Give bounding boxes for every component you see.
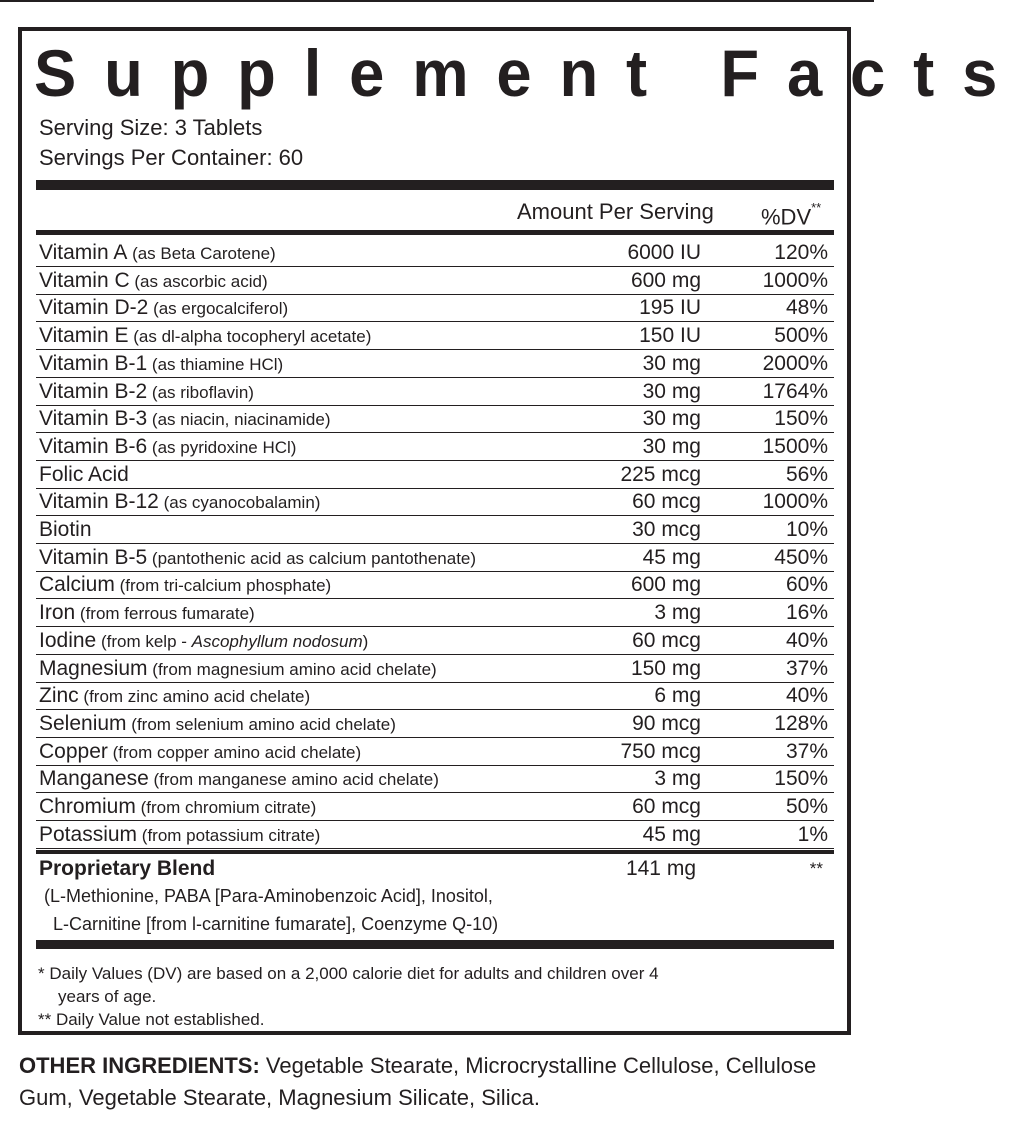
nutrient-dv: 2000% — [762, 351, 828, 375]
nutrient-source — [127, 244, 275, 263]
nutrient-source — [147, 383, 254, 402]
dv-header-mark: ** — [811, 200, 822, 215]
nutrient-source — [147, 438, 296, 457]
nutrient-amount: 45 mg — [642, 822, 701, 846]
nutrient-row — [36, 710, 834, 738]
nutrient-name-cell — [39, 600, 255, 626]
nutrient-amount: 60 mcg — [632, 628, 701, 652]
nutrient-row — [36, 461, 834, 489]
nutrient-source — [108, 743, 361, 762]
nutrient-amount: 225 mcg — [620, 462, 701, 486]
nutrient-amount: 90 mcg — [632, 711, 701, 735]
nutrient-source-text: (from chromium citrate) — [140, 798, 317, 817]
nutrient-source-species: Ascophyllum nodosum — [191, 631, 363, 651]
nutrient-row — [36, 738, 834, 766]
top-rule — [0, 0, 874, 2]
nutrient-dv: 1764% — [762, 379, 828, 403]
nutrient-name: Manganese — [39, 767, 149, 791]
nutrient-dv: 128% — [774, 711, 828, 735]
nutrient-name-cell — [39, 379, 254, 405]
nutrient-name-cell — [39, 683, 310, 709]
nutrient-name: Selenium — [39, 711, 127, 735]
nutrient-source-text: (from ferrous fumarate) — [79, 604, 255, 624]
nutrient-name-cell — [39, 711, 396, 737]
footnote-dv: * Daily Values (DV) are based on a 2,000 calorie diet for adults and children over 4 — [38, 964, 659, 983]
nutrient-dv: 450% — [774, 545, 828, 569]
nutrient-row — [36, 294, 834, 322]
nutrient-row — [36, 405, 834, 433]
blend-ingredients-line-1: (L-Methionine, PABA [Para-Aminobenzoic Acid], Inositol, — [44, 886, 493, 906]
nutrient-row — [36, 433, 834, 461]
nutrient-row — [36, 599, 834, 627]
nutrient-source-text: (from kelp - — [100, 631, 192, 651]
nutrient-dv: 40% — [785, 684, 828, 708]
nutrient-name: Copper — [39, 739, 108, 763]
nutrient-name-cell — [39, 434, 296, 460]
nutrient-dv: 1500% — [762, 434, 828, 458]
blend-amount: 141 mg — [625, 857, 696, 880]
header-rule — [36, 230, 834, 235]
nutrient-source — [129, 327, 372, 346]
nutrient-name-cell — [39, 517, 92, 542]
nutrient-name-cell — [39, 406, 331, 432]
nutrient-name-cell — [39, 628, 368, 654]
nutrient-source-text: (as cyanocobalamin) — [163, 493, 321, 513]
nutrient-name-cell — [39, 323, 371, 349]
nutrient-source-text: (as Beta Carotene) — [132, 244, 276, 263]
nutrient-row — [36, 793, 834, 821]
nutrient-amount: 60 mcg — [632, 490, 701, 514]
nutrient-source-text: (from manganese amino acid chelate) — [153, 770, 439, 790]
nutrient-name: Biotin — [39, 518, 92, 541]
nutrient-name-cell — [39, 351, 283, 377]
top-thick-rule — [36, 180, 834, 190]
nutrient-source — [147, 410, 330, 429]
nutrient-source — [147, 355, 283, 374]
nutrient-row — [36, 627, 834, 655]
nutrient-name-cell — [39, 739, 361, 765]
nutrient-dv: 37% — [785, 656, 828, 680]
nutrient-name-cell — [39, 656, 437, 682]
nutrient-name-cell — [39, 240, 276, 266]
nutrient-source — [148, 299, 288, 318]
nutrient-amount: 600 mg — [630, 268, 701, 292]
footnote-dv-cont: years of age. — [58, 987, 157, 1006]
nutrient-source-text: (as pyridoxine HCl) — [151, 437, 297, 457]
nutrient-name: Folic Acid — [39, 462, 129, 486]
nutrient-source-text: (from tri-calcium phosphate) — [119, 576, 332, 596]
nutrient-row — [36, 821, 834, 849]
nutrient-dv: 1% — [797, 822, 828, 846]
nutrient-dv: 500% — [774, 324, 828, 348]
nutrient-source — [79, 687, 311, 706]
nutrient-name-cell — [39, 766, 439, 792]
nutrient-amount: 600 mg — [630, 573, 701, 597]
footnote-not-established: ** Daily Value not established. — [38, 1010, 265, 1029]
nutrient-row — [36, 239, 834, 267]
bottom-thick-rule — [36, 940, 834, 949]
other-ingredients-label: OTHER INGREDIENTS: — [19, 1053, 260, 1078]
nutrient-dv: 48% — [785, 296, 828, 320]
nutrient-row — [36, 516, 834, 544]
nutrient-source — [137, 826, 320, 845]
nutrient-source — [149, 770, 439, 789]
nutrient-amount: 3 mg — [654, 601, 701, 625]
nutrient-dv: 1000% — [762, 490, 828, 514]
nutrient-source — [127, 715, 396, 734]
nutrient-name: Iodine — [39, 628, 97, 652]
nutrient-name: Vitamin B-3 — [39, 407, 148, 431]
nutrient-row — [36, 544, 834, 572]
nutrient-dv: 37% — [785, 739, 828, 763]
nutrient-dv: 56% — [785, 462, 828, 486]
nutrient-row — [36, 765, 834, 793]
nutrient-source-text: (as dl-alpha tocopheryl acetate) — [133, 327, 372, 347]
nutrient-dv: 60% — [785, 573, 828, 597]
nutrient-amount: 60 mcg — [632, 795, 701, 818]
nutrient-source-text: (as ergocalciferol) — [153, 299, 289, 319]
nutrient-amount: 6 mg — [654, 684, 701, 708]
nutrient-amount: 30 mcg — [632, 518, 701, 541]
nutrient-name: Vitamin B-12 — [39, 490, 159, 514]
nutrient-source — [130, 272, 268, 291]
nutrient-source-text: (from copper amino acid chelate) — [112, 742, 362, 762]
blend-name: Proprietary Blend — [39, 857, 216, 880]
nutrient-name: Chromium — [39, 795, 136, 818]
nutrient-amount: 45 mg — [642, 545, 701, 569]
nutrient-name-cell — [39, 268, 268, 294]
nutrient-dv: 150% — [774, 767, 828, 791]
nutrient-dv: 150% — [774, 407, 828, 431]
nutrient-name-cell — [39, 295, 288, 321]
nutrient-source-tail: ) — [362, 631, 369, 651]
nutrient-row — [36, 655, 834, 683]
nutrient-amount: 150 IU — [639, 324, 701, 348]
nutrient-source-text: (from zinc amino acid chelate) — [83, 687, 311, 707]
nutrient-amount: 195 IU — [639, 296, 701, 320]
nutrient-name: Vitamin C — [39, 268, 130, 292]
nutrient-name-cell — [39, 489, 320, 515]
nutrient-source-text: (from potassium citrate) — [141, 825, 321, 845]
dv-header — [761, 199, 821, 230]
supplement-facts-panel — [18, 27, 1025, 1035]
nutrient-amount: 30 mg — [642, 407, 701, 431]
nutrient-dv: 16% — [785, 601, 828, 625]
nutrient-source-text: (from magnesium amino acid chelate) — [152, 659, 437, 679]
nutrient-dv: 50% — [785, 795, 828, 818]
nutrient-source-text: (pantothenic acid as calcium pantothenate) — [151, 548, 477, 568]
nutrient-source — [136, 798, 316, 817]
nutrient-amount: 3 mg — [654, 767, 701, 791]
nutrient-name: Vitamin B-6 — [39, 434, 148, 458]
nutrient-source-text: (as niacin, niacinamide) — [151, 410, 331, 430]
dv-header-label: %DV — [761, 204, 812, 230]
nutrient-row — [36, 488, 834, 516]
amount-header: Amount Per Serving — [517, 199, 714, 224]
nutrient-row — [36, 378, 834, 406]
nutrient-name: Vitamin A — [39, 241, 128, 264]
nutrient-row — [36, 267, 834, 295]
nutrient-name: Vitamin B-1 — [39, 351, 148, 375]
nutrient-name: Vitamin B-5 — [39, 545, 148, 569]
other-ingredients-text: Vegetable Stearate, Microcrystalline Cellulose, Cellulose Gum, Vegetable Stearate, Magnesium Silicate, Silica. — [19, 1053, 817, 1110]
nutrient-amount: 750 mcg — [620, 739, 701, 763]
nutrient-source-text: (as riboflavin) — [151, 382, 254, 402]
nutrient-name: Iron — [39, 601, 76, 625]
nutrient-name-cell — [39, 545, 476, 571]
nutrient-source-text: (as ascorbic acid) — [134, 271, 268, 291]
blend-dv: ** — [809, 859, 823, 878]
nutrient-dv: 40% — [785, 628, 828, 652]
nutrient-source — [115, 576, 331, 595]
blend-ingredients-line-2: L-Carnitine [from l-carnitine fumarate], Coenzyme Q-10) — [53, 914, 499, 934]
nutrient-name: Zinc — [39, 684, 79, 708]
nutrient-row — [36, 322, 834, 350]
nutrient-amount: 30 mg — [642, 379, 701, 403]
nutrient-name: Vitamin B-2 — [39, 379, 148, 403]
nutrient-name-cell — [39, 462, 129, 487]
nutrient-source — [159, 493, 321, 512]
nutrient-amount: 6000 IU — [627, 241, 701, 264]
nutrient-name: Potassium — [39, 822, 138, 846]
nutrient-name: Vitamin D-2 — [39, 296, 149, 320]
nutrient-source — [148, 660, 437, 679]
nutrient-row — [36, 571, 834, 599]
nutrient-source — [147, 549, 476, 568]
nutrient-name: Vitamin E — [39, 324, 129, 348]
nutrient-source — [75, 604, 255, 623]
nutrient-amount: 30 mg — [642, 434, 701, 458]
nutrient-amount: 150 mg — [630, 656, 701, 680]
nutrient-source-text: (as thiamine HCl) — [151, 354, 284, 374]
nutrient-dv: 10% — [785, 518, 828, 541]
nutrient-row — [36, 350, 834, 378]
nutrient-name-cell — [39, 572, 331, 598]
nutrient-dv: 1000% — [762, 268, 828, 292]
nutrient-amount: 30 mg — [642, 351, 701, 375]
panel-title: Supplement Facts — [34, 36, 1025, 110]
nutrient-name: Calcium — [39, 573, 115, 597]
nutrient-source — [96, 632, 368, 651]
nutrient-dv: 120% — [774, 241, 828, 264]
nutrient-name-cell — [39, 794, 316, 820]
serving-size: Serving Size: 3 Tablets — [39, 115, 263, 140]
blend-rule — [36, 850, 834, 854]
nutrient-name-cell — [39, 822, 320, 848]
other-ingredients — [19, 1050, 869, 1114]
servings-per-container: Servings Per Container: 60 — [39, 145, 304, 170]
nutrient-name: Magnesium — [39, 656, 148, 680]
nutrient-row — [36, 682, 834, 710]
nutrient-source-text: (from selenium amino acid chelate) — [131, 714, 396, 734]
